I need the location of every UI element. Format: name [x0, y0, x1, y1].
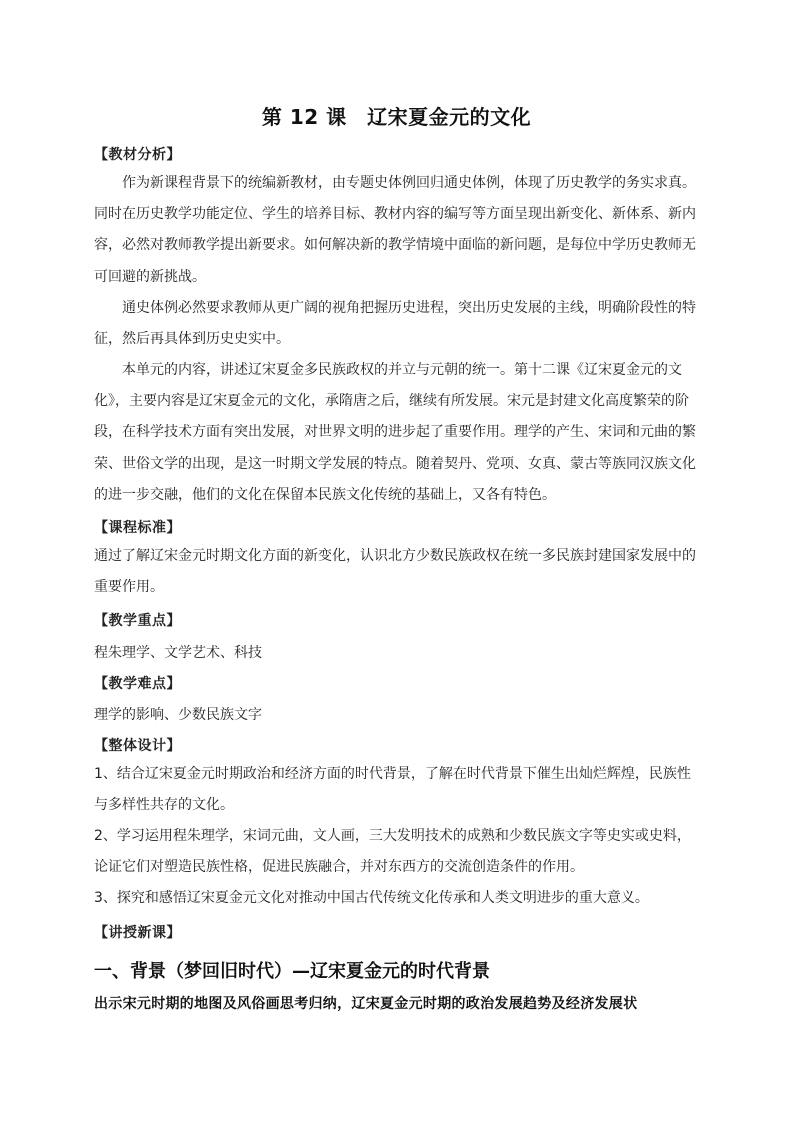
section-1-lead-text: 出示宋元时期的地图及风俗画思考归纳，辽宋夏金元时期的政治发展趋势及经济发展状 [94, 996, 638, 1012]
page-title: 第 12 课 辽宋夏金元的文化 [261, 105, 532, 129]
curriculum-standard-text: 通过了解辽宋金元时期文化方面的新变化，认识北方少数民族政权在统一多民族封建国家发展中的重要作用。 [94, 548, 696, 596]
heading-material-analysis: 【教材分析】 [94, 147, 181, 163]
heading-curriculum-standard: 【课程标准】 [94, 520, 181, 536]
heading-difficulties: 【教学难点】 [94, 676, 181, 692]
material-analysis-paragraph-2: 通史体例必然要求教师从更广阔的视角把握历史进程，突出历史发展的主线，明确阶段性的特征，然后再具体到历史史实中。 [94, 300, 696, 348]
overall-design-item-1: 1、结合辽宋夏金元时期政治和经济方面的时代背景，了解在时代背景下催生出灿烂辉煌，民族性与多样性共存的文化。 [94, 766, 691, 814]
overall-design-item-2: 2、学习运用程朱理学，宋词元曲，文人画，三大发明技术的成熟和少数民族文字等史实或史料，论证它们对塑造民族性格，促进民族融合，并对东西方的交流创造条件的作用。 [94, 828, 691, 876]
heading-key-points: 【教学重点】 [94, 613, 181, 629]
heading-overall-design: 【整体设计】 [94, 738, 181, 754]
material-analysis-paragraph-1: 作为新课程背景下的统编新教材，由专题史体例回归通史体例，体现了历史教学的务实求真。同时在历史教学功能定位、学生的培养目标、教材内容的编写等方面呈现出新变化、新体系、新内容，必然对教师教学提出新要求。如何解决新的教学情境中面临的新问题，是每位中学历史教师无可回避的新挑战。 [94, 175, 696, 285]
difficulties-text: 理学的影响、少数民族文字 [94, 707, 262, 723]
section-1-title: 一、背景（梦回旧时代）—辽宋夏金元的时代背景 [94, 961, 490, 982]
overall-design-item-3: 3、探究和感悟辽宋夏金元文化对推动中国古代传统文化传承和人类文明进步的重大意义。 [94, 890, 649, 906]
heading-new-lesson: 【讲授新课】 [94, 925, 181, 941]
key-points-text: 程朱理学、文学艺术、科技 [94, 645, 262, 661]
material-analysis-paragraph-3: 本单元的内容，讲述辽宋夏金多民族政权的并立与元朝的统一。第十二课《辽宋夏金元的文化》，主要内容是辽宋夏金元的文化，承隋唐之后，继续有所发展。宋元是封建文化高度繁荣的阶段，在科学技术方面有突出发展，对世界文明的进步起了重要作用。理学的产生、宋词和元曲的繁荣、世俗文学的出现，是这一时期文学发展的特点。随着契丹、党项、女真、蒙古等族同汉族文化的进一步交融，他们的文化在保留本民族文化传统的基础上，又各有特色。 [94, 362, 696, 503]
